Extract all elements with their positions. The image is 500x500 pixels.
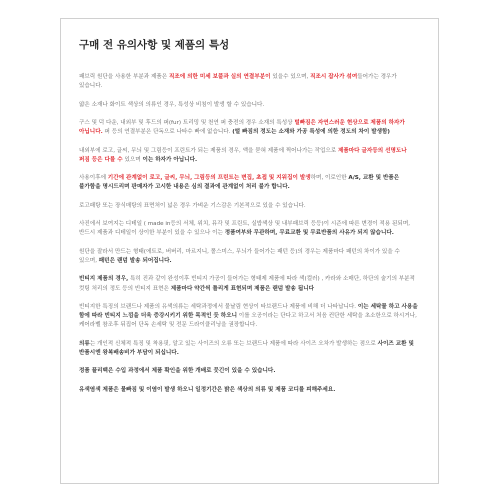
notice-panel: [60, 18, 439, 484]
bold-text: 정품여부와 무관하며, 무료교환 및 무료반품의 사유가 되지 않습니다.: [224, 230, 394, 237]
notice-paragraph: [79, 248, 419, 266]
notice-paragraph: [79, 119, 419, 137]
notice-paragraph: [79, 174, 419, 192]
body-text: 하며, 이로인한: [310, 175, 349, 182]
bold-text: 이는 하자가 아닙니다.: [142, 156, 198, 163]
notice-paragraph: [79, 220, 419, 238]
body-text: 있을수 있으며,: [270, 74, 311, 80]
bold-text: A/S, 교환 및 반품은 불가함을 명시드리며: [79, 175, 400, 191]
body-text: 패브릭 원단을 사용한 부분과 제품은: [79, 74, 169, 80]
notice-paragraph: [79, 202, 419, 211]
bold-text: 이는 세탁물 하고 사용을 함에 따라 빈티지 느낌을 더욱 증강시키기 위한 목적인 듯 하오니: [79, 303, 418, 320]
notice-body: [79, 73, 419, 404]
bold-text: 빈티지 제품의 경우,: [79, 276, 129, 283]
notice-paragraph: [79, 147, 419, 165]
body-text: 는 개인적 신체적 특징 및 착용핏, 알고 있는 사이즈의 오류 또는 브랜드나 제품에 따라 사이즈 오차가 발생하는 점으로: [89, 340, 378, 347]
highlight-text: 직조시 잡사가 섞여: [310, 74, 358, 80]
body-text: 이를 오공이라는 단다고 하고서 처음 컨단한 세탁을 초소한으로 하시거나, 케어라벨 참조후 뒤집어 단독 손세탁 및 전문 드라이클리닝을 권장합니다.: [79, 313, 417, 329]
body-text: 내외부에 로고, 글씨, 무늬 및 그림등이 프린트가 되는 제품의 경우, 액을 묻혀 제품에 찍어나가는 작업으로: [79, 147, 338, 154]
notice-paragraph: [79, 367, 419, 376]
bold-text: (털 빠짐의 정도는 소재와 가공 특성에 의한 정도의 차이 발생함): [232, 129, 390, 136]
body-text: 빈티지한 특징의 브랜드나 제품의 유색의류는 세탁과정에서 물날림 현상이 타브랜드나 제품에 비해 더 나타납니다.: [79, 303, 358, 310]
bold-text: 제품마다 약간씩 틀리게 표현되며 제품은 랜덤 발송 됩니다: [170, 285, 315, 292]
body-text: 로고패탕 또는 장식매탕의 표면처이 넓은 경우 가벼운 기스감은 기본적으로 있을 수 있습니다.: [79, 202, 306, 209]
highlight-text: 제품마다 글자등의 선명도나 퍼짐 등은 다를 수: [79, 147, 407, 163]
notice-paragraph: [79, 303, 419, 331]
page-title: 구매 전 유의사항 및 제품의 특성: [79, 39, 230, 51]
highlight-text: 직조에 의한 미세 보풀과 실의 연결부분이: [168, 74, 271, 80]
body-text: 퍼 등의 연결부분은 단독으로 나타수 빠에 없습니다.: [102, 129, 233, 136]
notice-paragraph: [79, 340, 419, 358]
body-text: 있으며: [122, 156, 143, 163]
notice-paragraph: [79, 275, 419, 293]
body-text: 구스 및 덕 다운, 내외부 및 후드의 퍼(fur) 트리밍 및 천연 퍼 충전의 경우 소재의 특성상: [79, 119, 295, 126]
highlight-text: 기간에 관계없이 로고, 글씨, 무늬, 그림등의 프린트는 변집, 초접 및 지워집이 발생: [107, 175, 311, 182]
bold-text: 의류: [79, 340, 90, 347]
notice-paragraph: [79, 73, 419, 91]
highlight-text: 털빠짐은 자연스러운 현상으로 제품의 하자가 아닙니다.: [79, 119, 405, 136]
bold-text: 사이즈 교환 및 반품시엔 왕복배송비가 부담이 되십니다.: [79, 340, 414, 356]
body-text: 들어가는 경우가 있습니다.: [79, 74, 397, 90]
bold-text: 유색염색 제품은 물빠짐 및 이염이 발생 하오니 일정기간은 밝은 색상의 의류 및 제품 코디를 피해주세요.: [79, 386, 336, 393]
body-text: 얇은 소재나 화이트 색상의 의류인 경우, 특성상 비침이 발생 할 수 있습니다.: [79, 101, 265, 108]
body-text: 원단을 잘라서 만드는 형태(에트로, 버버리, 마르지니, 폴스미스, 무늬가 들어가는 패턴 등)의 경우는 제품마다 패턴의 차이가 있을 수 있으며,: [79, 248, 400, 264]
body-text: 사용이후에: [79, 175, 108, 182]
bold-text: 판매자가 고시한 내용은 심의 결과에 관계없이 처리 불가 합니다.: [129, 184, 290, 191]
notice-paragraph: [79, 101, 419, 110]
body-text: 특히 진과 같이 완성이후 빈티지 가공이 들어가는 형태제 제품에 따라 색(컬러) , 카라와 소매단, 하단의 술기의 부분적 컷팅 처리의 정도 등의 빈티지 표현은: [79, 276, 415, 292]
bold-text: 정품 플리백은 수입 과정에서 제품 확인을 위한 개배로 뭇긴이 있을 수 있습니다.: [79, 368, 276, 375]
bold-text: 패턴은 랜덤 발송 되어집니다.: [98, 257, 172, 264]
body-text: 사진에서 보여지는 디테일 ( made in등의 서체, 위치, 뮤각 및 프린트, 실밥색상 및 내부패브릭 등등)이 시즌에 따른 변경이 적용 된되며, 반드시 제품과 디테일이 상이한 부분이 있을 수 있으나 이는: [79, 221, 411, 237]
notice-paragraph: [79, 386, 419, 395]
